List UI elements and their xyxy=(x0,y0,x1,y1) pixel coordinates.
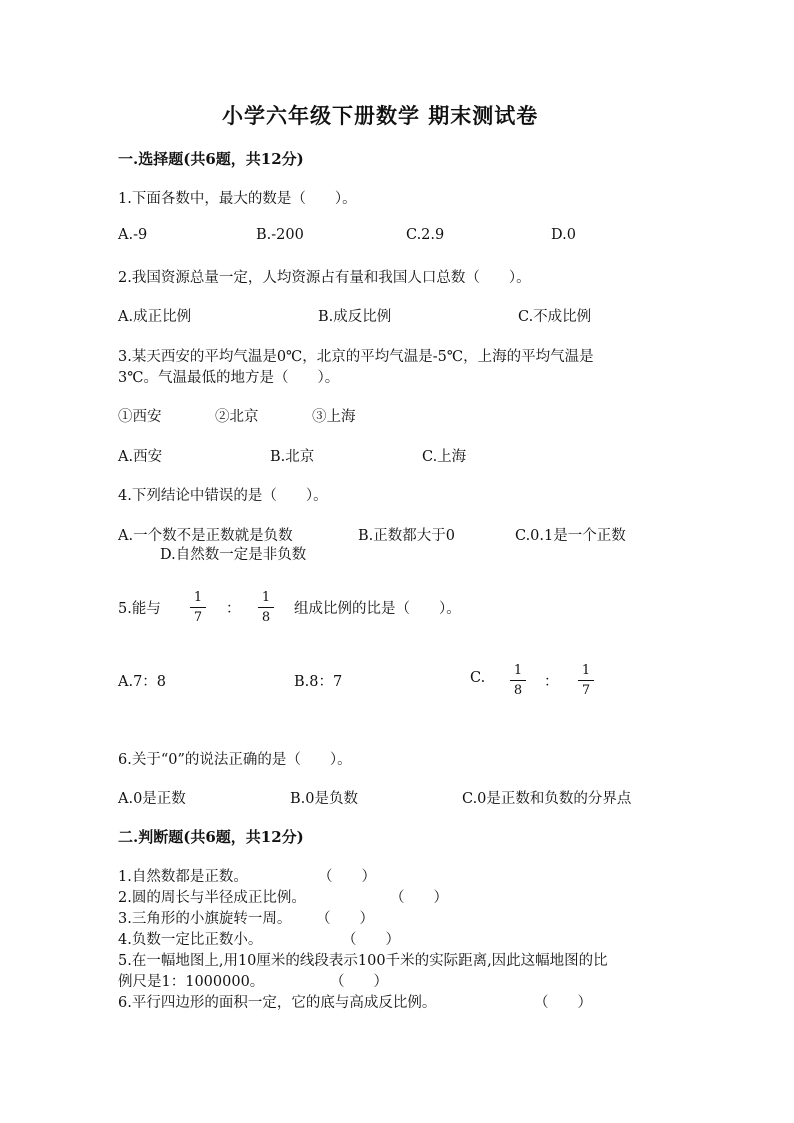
q5c-fraction-1-7 xyxy=(578,664,594,698)
q6-option-a[interactable]: A.0是正数 xyxy=(118,791,186,807)
judge-item-4-answer-paren[interactable]: （ ） xyxy=(342,932,400,948)
q4-option-d[interactable]: D.自然数一定是非负数 xyxy=(160,547,307,563)
judge-item-5: 5.在一幅地图上,用10厘米的线段表示100千米的实际距离,因此这幅地图的比 xyxy=(118,953,608,969)
judge-item-3: 3.三角形的小旗旋转一周。 xyxy=(118,911,292,927)
judge-item-1-answer-paren[interactable]: （ ） xyxy=(318,869,376,885)
question-5-stem-prefix: 5.能与 xyxy=(118,601,161,617)
q5-option-a[interactable]: A.7：8 xyxy=(118,674,167,690)
q5-fraction-1-7 xyxy=(190,591,206,625)
judge-item-3-answer-paren[interactable]: （ ） xyxy=(316,911,374,927)
q5-option-c[interactable]: C. xyxy=(470,670,486,686)
question-6-stem: 6.关于“0”的说法正确的是（ ）。 xyxy=(118,752,352,768)
q3-option-a[interactable]: A.西安 xyxy=(118,449,163,465)
q5-ratio-colon: ： xyxy=(226,601,241,617)
q5-fraction-1-8 xyxy=(258,591,274,625)
q5-option-b[interactable]: B.8：7 xyxy=(294,674,343,690)
judge-item-6: 6.平行四边形的面积一定，它的底与高成反比例。 xyxy=(118,995,437,1011)
judge-item-1: 1.自然数都是正数。 xyxy=(118,869,248,885)
section-heading-judgement: 二.判断题(共6题，共12分) xyxy=(118,828,304,846)
q5c-ratio-colon: ： xyxy=(544,674,559,690)
question-4-stem: 4.下列结论中错误的是（ ）。 xyxy=(118,488,328,504)
q4-option-b[interactable]: B.正数都大于0 xyxy=(358,528,455,544)
q1-option-c[interactable]: C.2.9 xyxy=(406,227,445,243)
q2-option-b[interactable]: B.成反比例 xyxy=(318,309,392,325)
page-title: 小学六年级下册数学 期末测试卷 xyxy=(222,103,539,128)
question-5-stem-suffix: 组成比例的比是（ ）。 xyxy=(294,601,461,617)
fraction-bar xyxy=(190,607,206,608)
fraction-denominator: 8 xyxy=(513,683,523,698)
fraction-numerator: 1 xyxy=(581,663,591,678)
q3-item-2: ②北京 xyxy=(215,409,259,425)
q2-option-c[interactable]: C.不成比例 xyxy=(518,309,592,325)
q4-option-c[interactable]: C.0.1是一个正数 xyxy=(515,528,626,544)
q4-option-a[interactable]: A.一个数不是正数就是负数 xyxy=(118,528,293,544)
fraction-bar xyxy=(258,607,274,608)
q2-option-a[interactable]: A.成正比例 xyxy=(118,309,192,325)
q5c-fraction-1-8 xyxy=(510,664,526,698)
fraction-bar xyxy=(510,680,526,681)
q1-option-a[interactable]: A.-9 xyxy=(118,227,148,243)
judge-item-5-line2: 例尺是1：1000000。 xyxy=(118,974,265,990)
fraction-denominator: 7 xyxy=(193,610,203,625)
fraction-numerator: 1 xyxy=(513,663,523,678)
judge-item-2: 2.圆的周长与半径成正比例。 xyxy=(118,890,306,906)
judge-item-2-answer-paren[interactable]: （ ） xyxy=(390,890,448,906)
q1-option-d[interactable]: D.0 xyxy=(551,227,576,243)
q6-option-b[interactable]: B.0是负数 xyxy=(290,791,358,807)
q3-option-c[interactable]: C.上海 xyxy=(422,449,467,465)
judge-item-4: 4.负数一定比正数小。 xyxy=(118,932,263,948)
q3-item-3: ③上海 xyxy=(312,409,356,425)
q3-option-b[interactable]: B.北京 xyxy=(270,449,315,465)
question-3-stem-line2: 3℃。气温最低的地方是（ ）。 xyxy=(118,370,340,386)
fraction-numerator: 1 xyxy=(261,590,271,605)
fraction-denominator: 8 xyxy=(261,610,271,625)
q3-item-1: ①西安 xyxy=(118,409,162,425)
section-heading-choice: 一.选择题(共6题，共12分) xyxy=(118,150,304,168)
question-1-stem: 1.下面各数中，最大的数是（ ）。 xyxy=(118,191,357,207)
judge-item-6-answer-paren[interactable]: （ ） xyxy=(534,995,592,1011)
q1-option-b[interactable]: B.-200 xyxy=(256,227,304,243)
question-3-stem-line1: 3.某天西安的平均气温是0℃，北京的平均气温是-5℃，上海的平均气温是 xyxy=(118,349,594,365)
fraction-bar xyxy=(578,680,594,681)
q6-option-c[interactable]: C.0是正数和负数的分界点 xyxy=(462,791,632,807)
judge-item-5-answer-paren[interactable]: （ ） xyxy=(330,974,388,990)
fraction-denominator: 7 xyxy=(581,683,591,698)
question-2-stem: 2.我国资源总量一定，人均资源占有量和我国人口总数（ ）。 xyxy=(118,270,531,286)
fraction-numerator: 1 xyxy=(193,590,203,605)
